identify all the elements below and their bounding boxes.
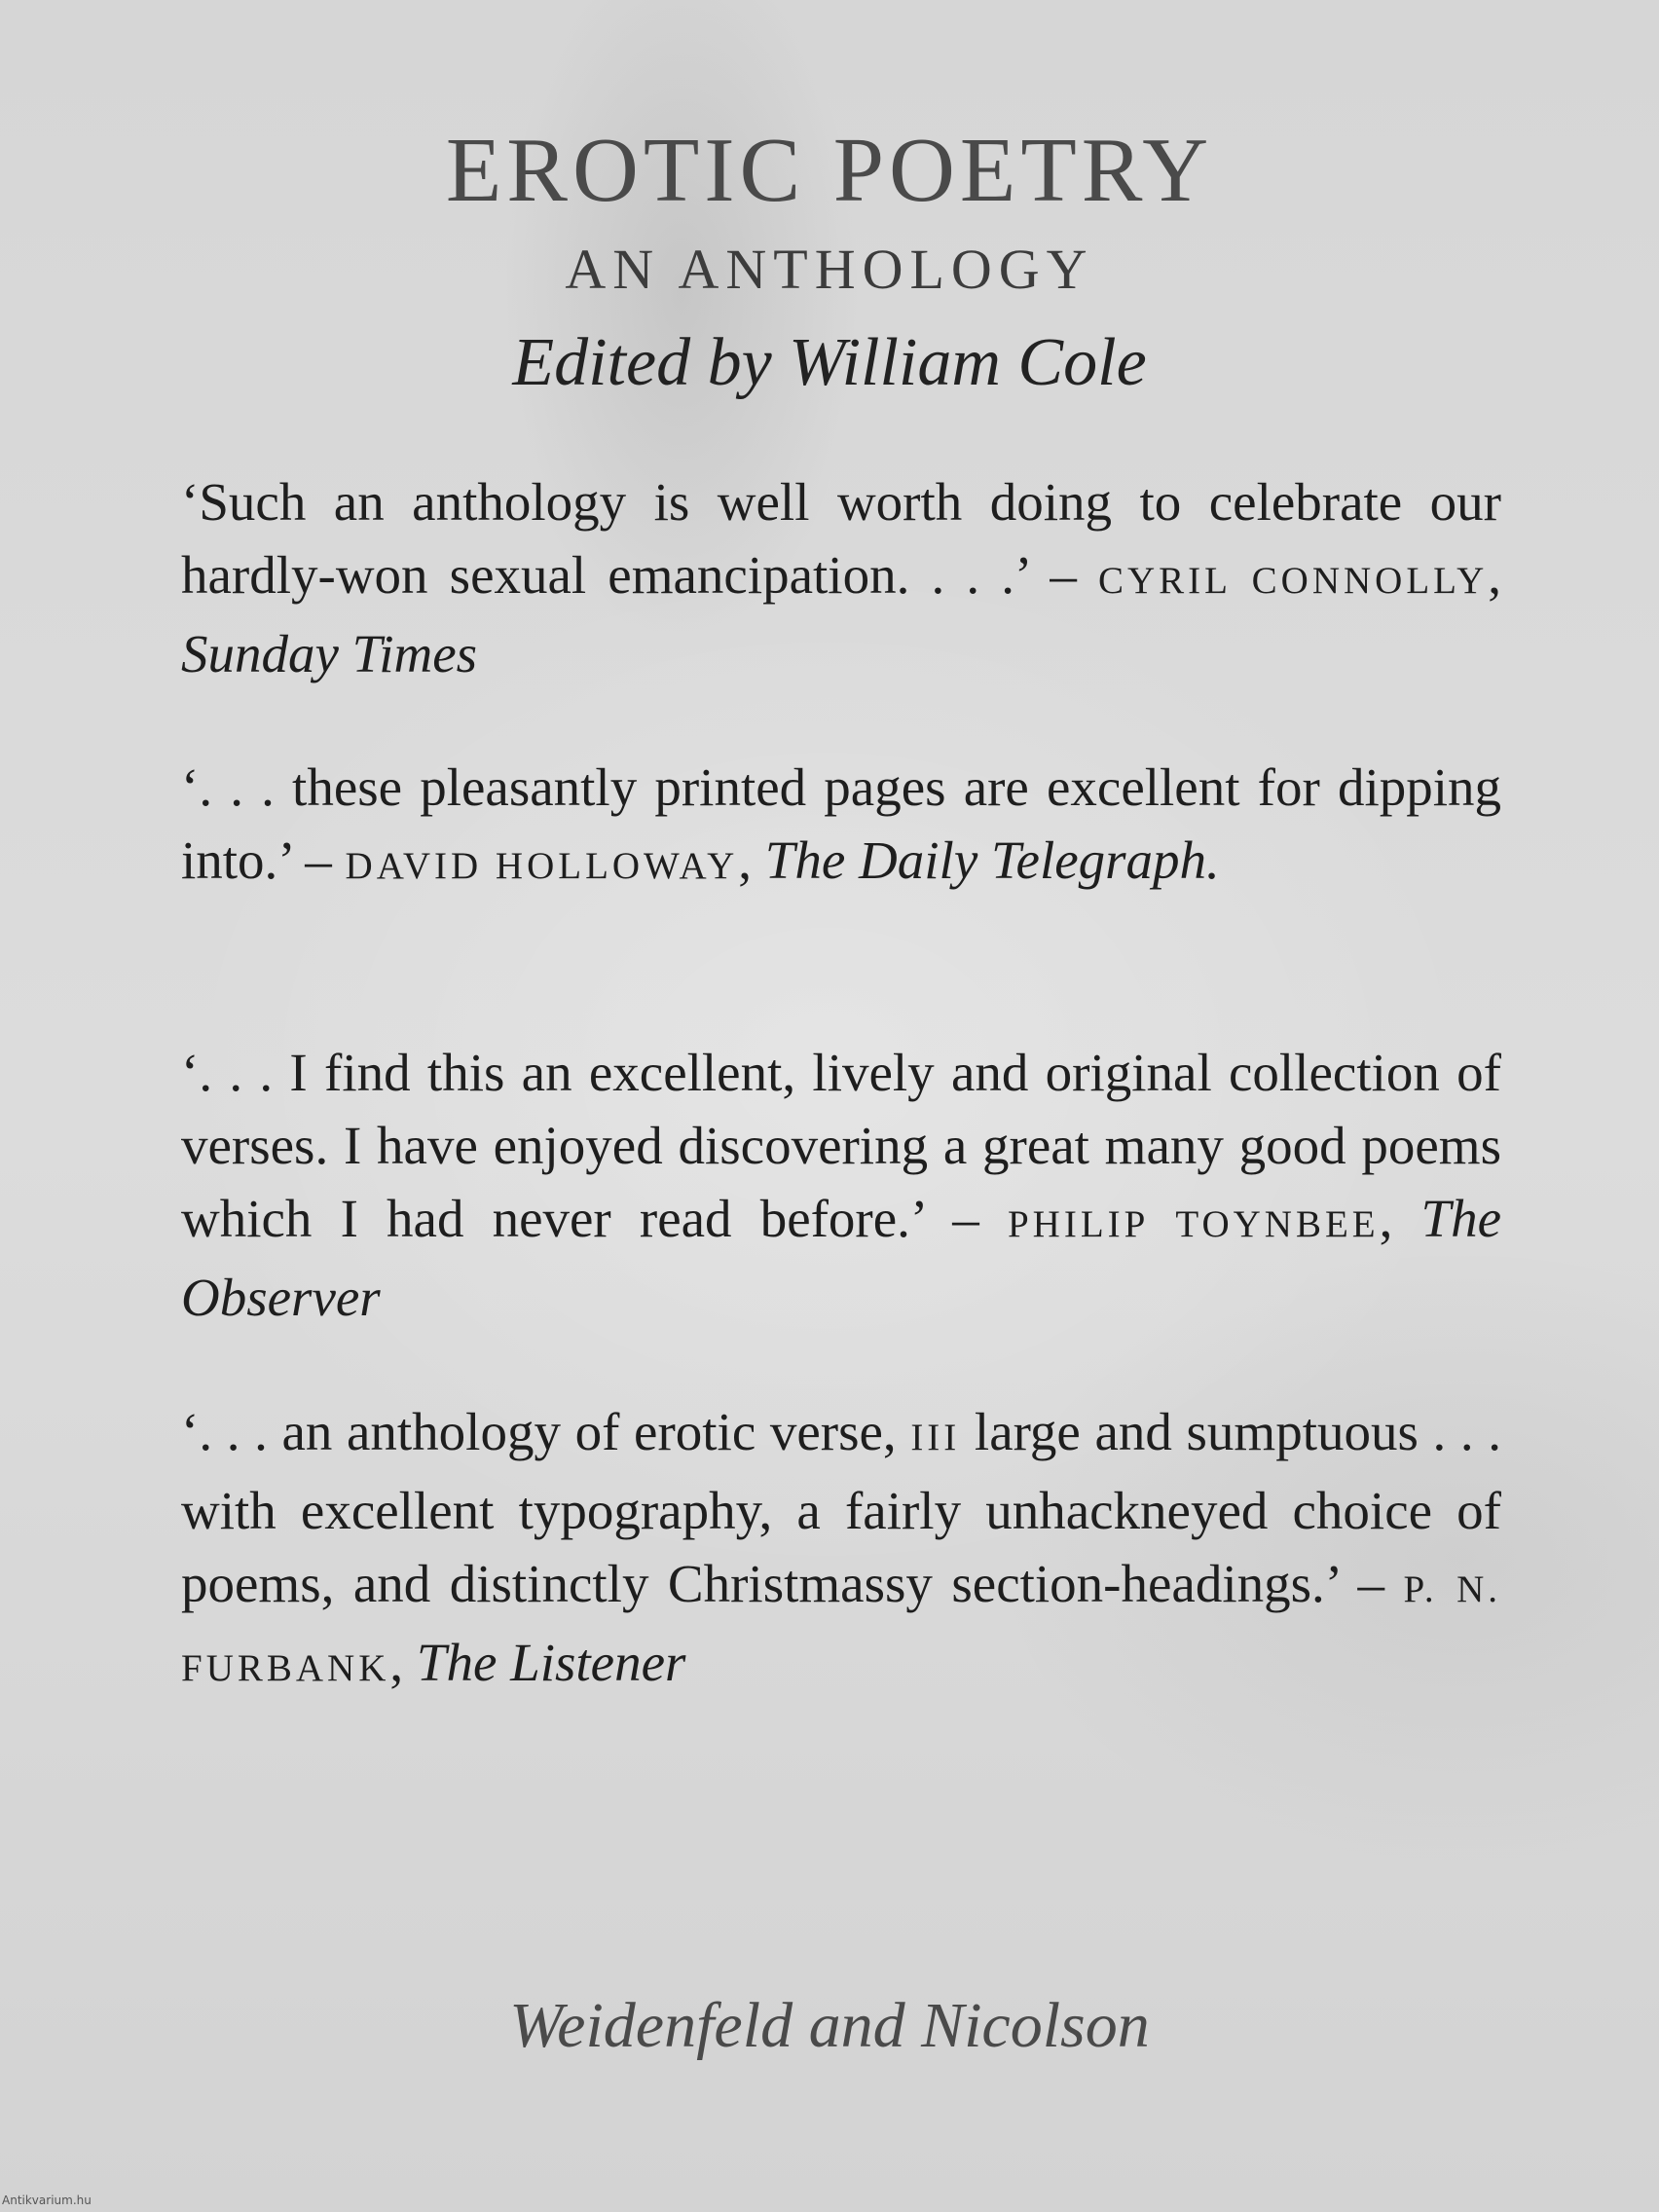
reviewer-name: PHILIP TOYNBEE bbox=[1007, 1203, 1380, 1245]
reviewer-name: DAVID HOLLOWAY bbox=[345, 845, 739, 887]
review-source: Sunday Times bbox=[181, 624, 478, 683]
review-source: The Listener bbox=[416, 1633, 686, 1692]
watermark: Antikvarium.hu bbox=[2, 2194, 92, 2207]
quote-text: ‘. . . I find this an excellent, lively and original collection of verses. I have enjoyed discovering a great many good poems which I had never read before.’ – bbox=[181, 1043, 1501, 1248]
quote-text: ‘Such an anthology is well worth doing to celebrate our hardly-won sexual emancipation. . . .’ – bbox=[181, 472, 1501, 605]
review-quote bbox=[181, 1395, 1501, 1705]
review-source: The Observer bbox=[181, 1189, 1502, 1327]
quote-text: ‘. . . an anthology of erotic verse, bbox=[181, 1402, 897, 1461]
quote-text: ‘. . . these pleasantly printed pages are excellent for dipping into.’ – bbox=[181, 757, 1501, 890]
quote-separator: , bbox=[738, 830, 753, 890]
review-quote bbox=[181, 751, 1501, 903]
review-quote bbox=[181, 1036, 1501, 1334]
quote-separator: , bbox=[389, 1633, 404, 1692]
book-subtitle: AN ANTHOLOGY bbox=[565, 238, 1094, 301]
review-source: The Daily Telegraph. bbox=[764, 830, 1220, 890]
reviewer-name: P. N. FURBANK bbox=[181, 1568, 1502, 1689]
quote-separator: , bbox=[1379, 1189, 1393, 1248]
editor-credit: Edited by William Cole bbox=[512, 325, 1147, 400]
quote-text-continued: large and sumptuous . . . with excellent typography, a fairly unhackneyed choice of poems, and distinctly Christmassy section-headings.’ – bbox=[181, 1402, 1502, 1613]
price-figure: III bbox=[910, 1417, 961, 1458]
review-quote bbox=[181, 465, 1501, 690]
reviewer-name: CYRIL CONNOLLY bbox=[1097, 560, 1489, 602]
book-title: EROTIC POETRY bbox=[445, 120, 1214, 221]
publisher-name: Weidenfeld and Nicolson bbox=[509, 1990, 1150, 2061]
quote-separator: , bbox=[1488, 545, 1501, 605]
